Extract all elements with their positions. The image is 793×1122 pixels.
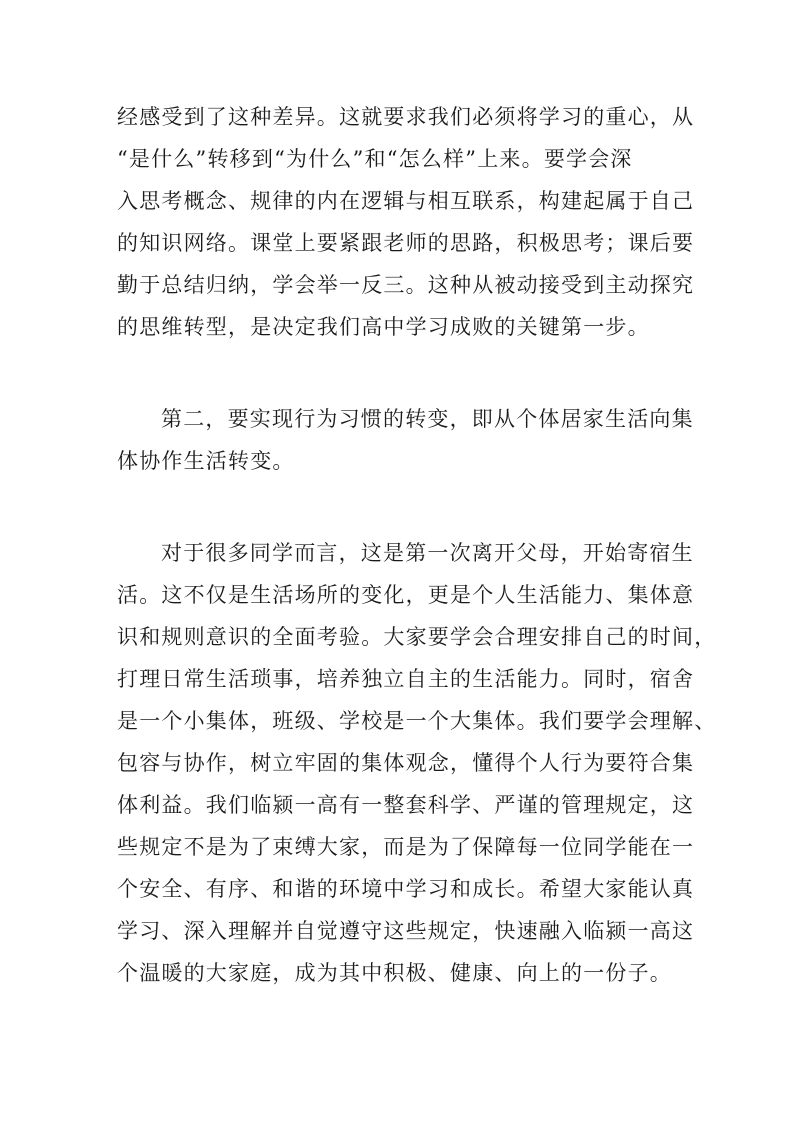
paragraph-line: 经感受到了这种差异。这就要求我们必须将学习的重心，从 (117, 105, 695, 129)
paragraph-line: 的知识网络。课堂上要紧跟老师的思路，积极思考；课后要 (117, 231, 695, 255)
paragraph-line: 勤于总结归纳，学会举一反三。这种从被动接受到主动探究 (117, 273, 695, 297)
document-body (117, 96, 717, 994)
paragraph-line: 个安全、有序、和谐的环境中学习和成长。希望大家能认真 (117, 877, 695, 901)
paragraph-3 (117, 532, 717, 994)
paragraph-line: 是一个小集体，班级、学校是一个大集体。我们要学会理解、 (117, 709, 717, 733)
paragraph-line: 体协作生活转变。 (117, 449, 295, 473)
paragraph-line: 个温暖的大家庭，成为其中积极、健康、向上的一份子。 (117, 961, 672, 985)
paragraph-line: 包容与协作，树立牢固的集体观念，懂得个人行为要符合集 (117, 751, 695, 775)
paragraph-line: 对于很多同学而言，这是第一次离开父母，开始寄宿生 (161, 541, 694, 565)
paragraph-spacer (117, 482, 677, 532)
paragraph-line: “是什么”转移到“为什么”和“怎么样”上来。要学会深 (117, 147, 633, 171)
paragraph-1 (117, 96, 695, 348)
paragraph-line: 学习、深入理解并自觉遵守这些规定，快速融入临颍一高这 (117, 919, 695, 943)
paragraph-line: 入思考概念、规律的内在逻辑与相互联系，构建起属于自己 (117, 189, 695, 213)
paragraph-line: 打理日常生活琐事，培养独立自主的生活能力。同时，宿舍 (117, 667, 695, 691)
paragraph-line: 体利益。我们临颍一高有一整套科学、严谨的管理规定，这 (117, 793, 695, 817)
paragraph-line: 识和规则意识的全面考验。大家要学会合理安排自己的时间， (117, 625, 717, 649)
paragraph-line: 活。这不仅是生活场所的变化，更是个人生活能力、集体意 (117, 583, 695, 607)
paragraph-line: 的思维转型，是决定我们高中学习成败的关键第一步。 (117, 315, 650, 339)
paragraph-spacer (117, 348, 677, 398)
paragraph-line: 些规定不是为了束缚大家，而是为了保障每一位同学能在一 (117, 835, 695, 859)
paragraph-line: 第二，要实现行为习惯的转变，即从个体居家生活向集 (161, 407, 694, 431)
paragraph-2 (117, 398, 694, 482)
